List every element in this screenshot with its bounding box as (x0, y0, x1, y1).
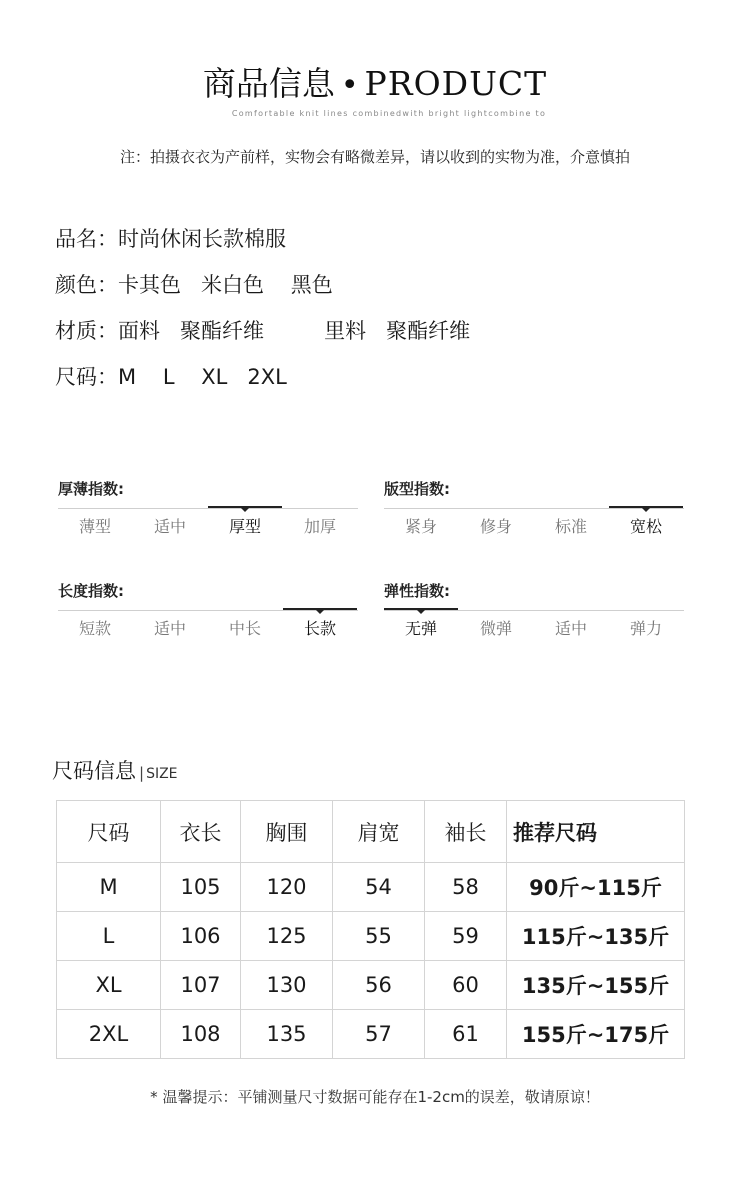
index-rail (58, 508, 358, 509)
cell-sleeve: 58 (425, 863, 507, 912)
index-rail (384, 610, 684, 611)
size-title-separator: | (139, 764, 145, 782)
cell-recommended: 155斤~175斤 (507, 1010, 685, 1059)
index-rail (384, 508, 684, 509)
index-title: 厚薄指数: (58, 480, 124, 498)
cell-recommended: 90斤~115斤 (507, 863, 685, 912)
sample-note: 注：拍摄衣衣为产前样，实物会有略微差异，请以收到的实物为准，介意慎拍 (119, 148, 630, 166)
index-option: 薄型 (78, 517, 111, 536)
header-bust: 胸围 (241, 801, 333, 863)
length-index (58, 580, 358, 638)
spec-color: 颜色：卡其色 米白色 黑色 (55, 273, 333, 297)
cell-sleeve: 60 (425, 961, 507, 1010)
cell-bust: 120 (241, 863, 333, 912)
spec-list (55, 216, 470, 400)
table-row (57, 1010, 685, 1059)
cell-recommended: 135斤~155斤 (507, 961, 685, 1010)
index-option: 厚型 (228, 517, 261, 536)
cell-shoulder: 54 (333, 863, 425, 912)
tagline: Comfortable knit lines combinedwith bright lightcombine to (231, 109, 547, 118)
cell-size: L (57, 912, 161, 961)
index-option: 标准 (554, 517, 587, 536)
index-option: 宽松 (629, 517, 662, 536)
cell-length: 105 (161, 863, 241, 912)
spec-material: 材质：面料 聚酯纤维 里料 聚酯纤维 (55, 319, 471, 343)
size-title-english: SIZE (146, 766, 178, 782)
title-dot: • (340, 68, 359, 103)
table-row (57, 912, 685, 961)
cell-bust: 130 (241, 961, 333, 1010)
index-option: 适中 (554, 619, 587, 638)
table-header-row (57, 801, 685, 863)
size-table (56, 800, 685, 1059)
size-section-heading (52, 755, 178, 785)
index-title: 版型指数: (384, 480, 450, 498)
index-pointer-icon (316, 610, 324, 614)
elasticity-index (384, 580, 684, 638)
cell-length: 106 (161, 912, 241, 961)
cell-sleeve: 59 (425, 912, 507, 961)
index-option: 修身 (479, 517, 512, 536)
cell-bust: 135 (241, 1010, 333, 1059)
cell-length: 108 (161, 1010, 241, 1059)
cell-shoulder: 55 (333, 912, 425, 961)
spec-product-name: 品名：时尚休闲长款棉服 (55, 227, 286, 251)
index-pointer-icon (642, 508, 650, 512)
index-rail (58, 610, 358, 611)
index-option: 紧身 (404, 517, 437, 536)
cell-length: 107 (161, 961, 241, 1010)
index-option: 长款 (303, 619, 336, 638)
index-option: 微弹 (479, 619, 512, 638)
header-length: 衣长 (161, 801, 241, 863)
cell-sleeve: 61 (425, 1010, 507, 1059)
cell-size: M (57, 863, 161, 912)
size-title-chinese: 尺码信息 (52, 759, 136, 783)
index-option: 加厚 (303, 517, 336, 536)
table-row (57, 961, 685, 1010)
header-size: 尺码 (57, 801, 161, 863)
index-pointer-icon (241, 508, 249, 512)
cell-shoulder: 56 (333, 961, 425, 1010)
cell-bust: 125 (241, 912, 333, 961)
index-option: 中长 (228, 619, 261, 638)
header-recommended: 推荐尺码 (507, 801, 685, 863)
index-title: 长度指数: (58, 582, 124, 600)
index-option: 短款 (78, 619, 111, 638)
index-title: 弹性指数: (384, 582, 450, 600)
cell-size: 2XL (57, 1010, 161, 1059)
title-english: PRODUCT (364, 64, 548, 103)
fit-index (384, 478, 684, 536)
index-option: 无弹 (404, 619, 437, 638)
cell-recommended: 115斤~135斤 (507, 912, 685, 961)
title-row (0, 58, 750, 105)
measurement-tip: * 温馨提示：平铺测量尺寸数据可能存在1-2cm的误差，敬请原谅！ (150, 1088, 600, 1106)
table-row (57, 863, 685, 912)
cell-shoulder: 57 (333, 1010, 425, 1059)
header-sleeve: 袖长 (425, 801, 507, 863)
product-header (0, 58, 750, 118)
spec-size: 尺码：M L XL 2XL (55, 365, 287, 389)
title-chinese: 商品信息 (202, 64, 335, 103)
index-pointer-icon (417, 610, 425, 614)
header-shoulder: 肩宽 (333, 801, 425, 863)
cell-size: XL (57, 961, 161, 1010)
index-option: 适中 (153, 619, 186, 638)
index-option: 弹力 (629, 619, 662, 638)
index-option: 适中 (153, 517, 186, 536)
thickness-index (58, 478, 358, 536)
